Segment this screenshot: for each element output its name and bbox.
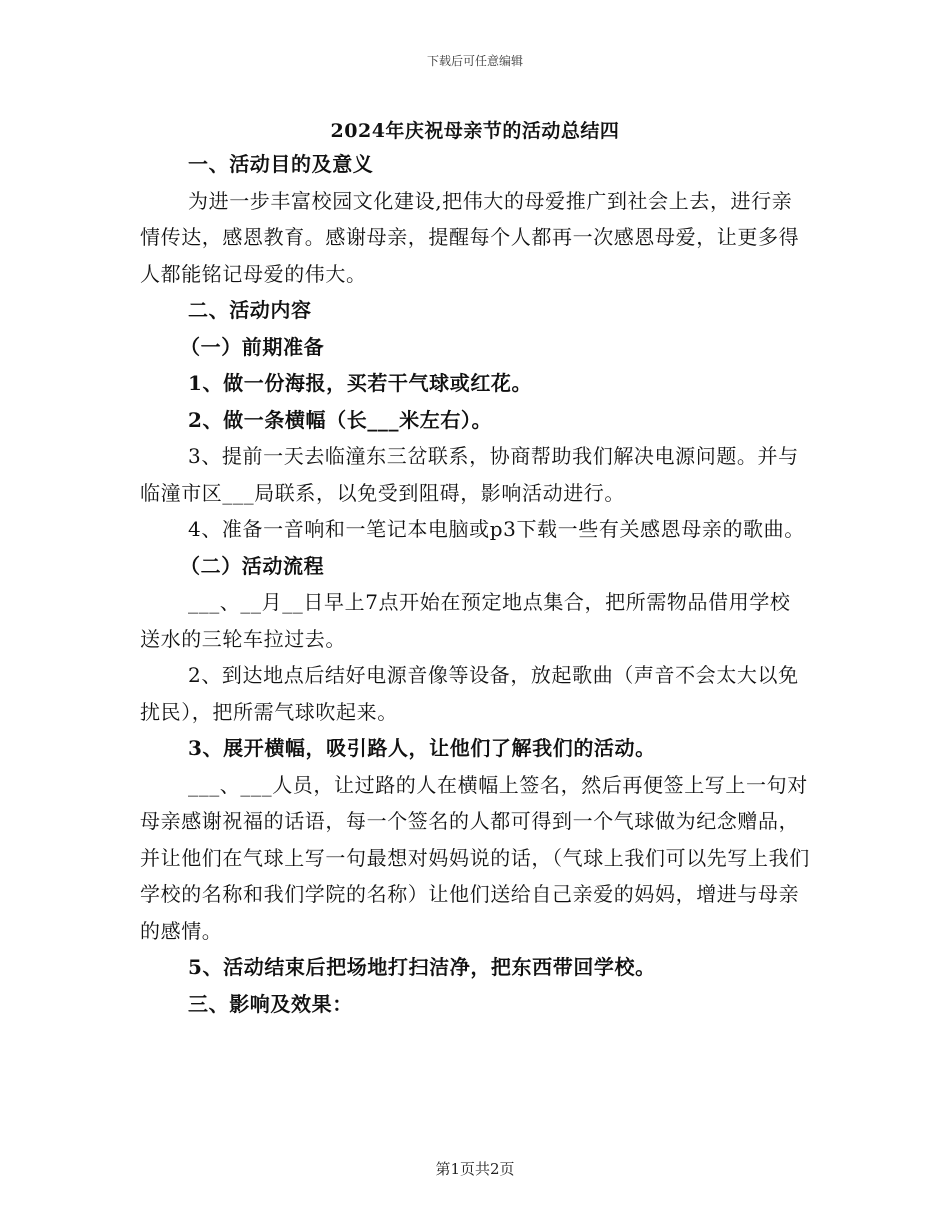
list-item-signing: ___、___人员，让过路的人在横幅上签名，然后再便签上写上一句对母亲感谢祝福的话语，每一个签名的人都可得到一个气球做为纪念赠品，并让他们在气球上写一句最想对妈妈说的话，（气球上我们可以先写上我们学校的名称和我们学院的名称）让他们送给自己亲爱的妈妈，增进与母亲的感情。 [140,772,810,943]
subheading-preparation: （一）前期准备 [180,334,325,359]
document-title: 2024年庆祝母亲节的活动总结四 [330,120,620,142]
document-body [140,146,810,1022]
paragraph-purpose: 为进一步丰富校园文化建设,把伟大的母爱推广到社会上去，进行亲情传达，感恩教育。感谢母亲，提醒每个人都再一次感恩母爱，让更多得人都能铭记母爱的伟大。 [140,188,800,286]
heading-impact: 三、影响及效果： [188,991,353,1016]
heading-content: 二、活动内容 [188,298,312,322]
list-item-contact: 3、提前一天去临潼东三岔联系，协商帮助我们解决电源问题。并与临潼市区___局联系，以免受到阻碍，影响活动进行。 [140,444,799,505]
list-item-banner: 2、做一条横幅（长___米左右）。 [188,407,493,432]
list-item-audio: 4、准备一音响和一笔记本电脑或p3下载一些有关感恩母亲的歌曲。 [188,517,805,541]
page-number: 第1页共2页 [435,1160,515,1178]
list-item-unfold-banner: 3、展开横幅，吸引路人，让他们了解我们的活动。 [188,736,656,760]
list-item-poster: 1、做一份海报，买若干气球或红花。 [188,371,533,395]
list-item-assemble: ___、__月__日早上7点开始在预定地点集合，把所需物品借用学校送水的三轮车拉过去。 [140,590,791,651]
heading-purpose: 一、活动目的及意义 [188,152,374,176]
list-item-cleanup: 5、活动结束后把场地打扫洁净，把东西带回学校。 [188,955,656,979]
list-item-setup: 2、到达地点后结好电源音像等设备，放起歌曲（声音不会太大以免扰民），把所需气球吹起来。 [140,663,799,724]
subheading-process: （二）活动流程 [180,553,325,578]
page-header-note: 下载后可任意编辑 [426,54,523,68]
